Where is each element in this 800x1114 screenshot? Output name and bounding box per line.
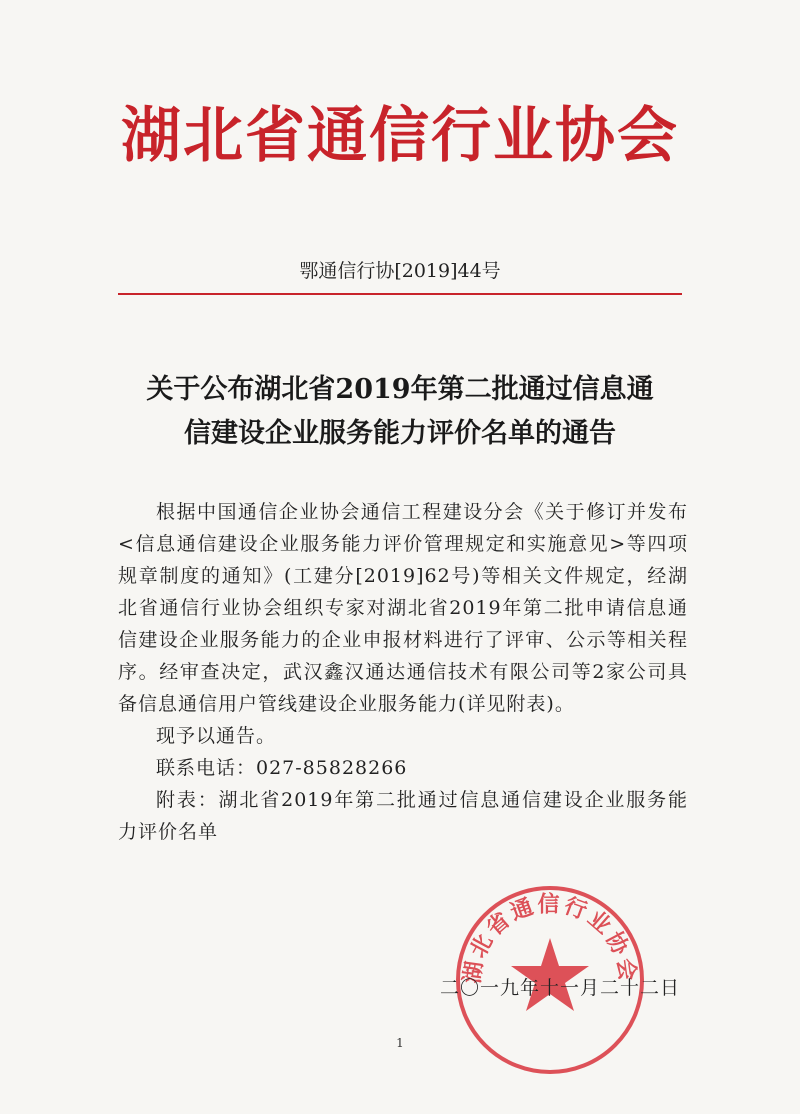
notice-title-line-2: 信建设企业服务能力评价名单的通告: [184, 418, 616, 449]
red-divider-line: [118, 293, 682, 295]
svg-text:湖北省通信行业协会: 湖北省通信行业协会: [460, 892, 640, 986]
notice-body: [118, 496, 688, 848]
notice-title-line-1: 关于公布湖北省2019年第二批通过信息通: [146, 374, 654, 405]
body-paragraph: 根据中国通信企业协会通信工程建设分会《关于修订并发布<信息通信建设企业服务能力评价管理规定和实施意见>等四项规章制度的通知》(工建分[2019]62号)等相关文件规定，经湖北省通信行业协会组织专家对湖北省2019年第二批申请信息通信建设企业服务能力的企业申报材料进行了评审、公示等相关程序。经审查决定，武汉鑫汉通达通信技术有限公司等2家公司具备信息通信用户管线建设企业服务能力(详见附表)。: [118, 501, 688, 715]
page-number: 1: [396, 1036, 404, 1050]
notice-statement: 现予以通告。: [156, 725, 277, 747]
document-number: 鄂通信行协[2019]44号: [299, 260, 501, 282]
organization-header: 湖北省通信行业协会: [121, 101, 679, 171]
contact-phone: 联系电话：027-85828266: [156, 757, 408, 779]
notice-title: [110, 368, 690, 456]
attachment-note: 附表：湖北省2019年第二批通过信息通信建设企业服务能力评价名单: [118, 789, 688, 843]
signature-date: 二〇一九年十一月二十二日: [439, 977, 680, 999]
